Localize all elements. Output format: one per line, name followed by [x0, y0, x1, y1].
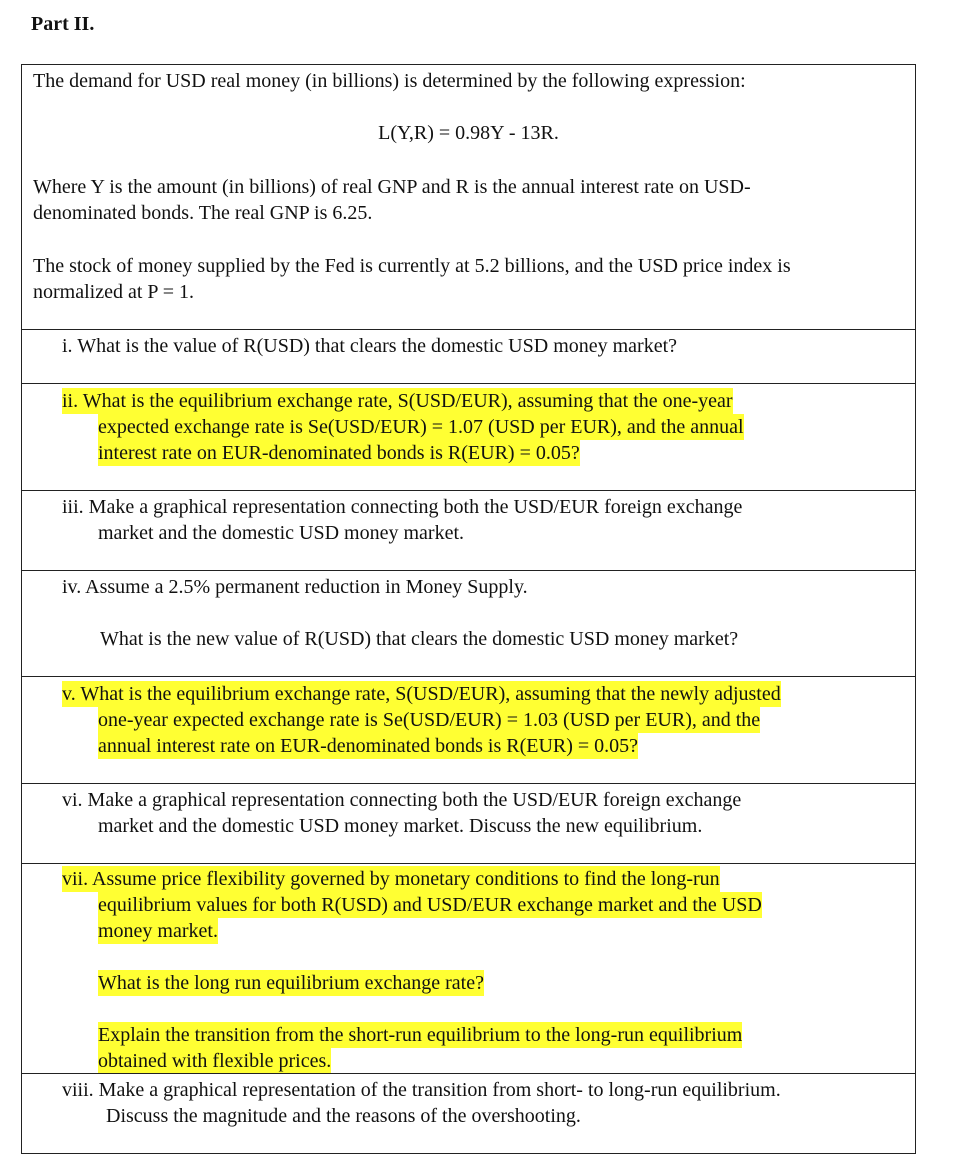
question-iv-line-2: What is the new value of R(USD) that clears the domestic USD money market?: [100, 628, 739, 650]
question-vii-line-3: money market.: [98, 920, 218, 942]
question-vii-line-5: Explain the transition from the short-run equilibrium to the long-run equilibrium: [98, 1024, 743, 1046]
intro-paragraph-3-line-2: normalized at P = 1.: [33, 281, 195, 303]
question-iii-line-1: iii. Make a graphical representation connecting both the USD/EUR foreign exchange: [62, 496, 743, 518]
question-vii-line-2: equilibrium values for both R(USD) and USD/EUR exchange market and the USD: [98, 894, 762, 916]
intro-paragraph-3-line-1: The stock of money supplied by the Fed is currently at 5.2 billions, and the USD price index is: [33, 255, 791, 277]
question-ii-line-2: expected exchange rate is Se(USD/EUR) = 1.07 (USD per EUR), and the annual: [98, 416, 744, 438]
question-iv-line-1: iv. Assume a 2.5% permanent reduction in Money Supply.: [62, 576, 528, 598]
question-v-line-2: one-year expected exchange rate is Se(USD/EUR) = 1.03 (USD per EUR), and the: [98, 709, 761, 731]
question-v-cell: [22, 676, 915, 783]
question-viii-cell: [22, 1073, 915, 1153]
question-vi-cell: [22, 783, 915, 863]
question-v-line-3: annual interest rate on EUR-denominated bonds is R(EUR) = 0.05?: [98, 735, 639, 757]
question-viii-line-1: viii. Make a graphical representation of the transition from short- to long-run equilibrium.: [62, 1079, 781, 1101]
question-iv-cell: [22, 570, 915, 676]
intro-paragraph-2-line-1: Where Y is the amount (in billions) of real GNP and R is the annual interest rate on USD-: [33, 176, 751, 198]
part-title: Part II.: [31, 13, 95, 35]
question-iii-line-2: market and the domestic USD money market.: [98, 522, 465, 544]
intro-paragraph-2-line-2: denominated bonds. The real GNP is 6.25.: [33, 202, 373, 224]
question-vii-line-1: vii. Assume price flexibility governed by monetary conditions to find the long-run: [62, 868, 720, 890]
question-vi-line-1: vi. Make a graphical representation connecting both the USD/EUR foreign exchange: [62, 789, 742, 811]
question-i-text: i. What is the value of R(USD) that clears the domestic USD money market?: [62, 335, 678, 357]
question-vi-line-2: market and the domestic USD money market. Discuss the new equilibrium.: [98, 815, 703, 837]
question-i-cell: [22, 329, 915, 383]
question-viii-line-2: Discuss the magnitude and the reasons of the overshooting.: [106, 1105, 581, 1127]
question-vii-line-4: What is the long run equilibrium exchange rate?: [98, 972, 484, 994]
question-ii-cell: [22, 383, 915, 490]
question-ii-line-1: ii. What is the equilibrium exchange rate, S(USD/EUR), assuming that the one-year: [62, 390, 733, 412]
question-iii-cell: [22, 490, 915, 570]
question-vii-cell: [22, 863, 915, 1073]
question-ii-line-3: interest rate on EUR-denominated bonds is R(EUR) = 0.05?: [98, 442, 580, 464]
question-table: [21, 64, 916, 1154]
question-v-line-1: v. What is the equilibrium exchange rate, S(USD/EUR), assuming that the newly adjusted: [62, 683, 781, 705]
money-demand-equation: L(Y,R) = 0.98Y - 13R.: [378, 122, 559, 144]
question-vii-line-6: obtained with flexible prices.: [98, 1050, 332, 1072]
intro-paragraph-1: The demand for USD real money (in billions) is determined by the following expression:: [33, 70, 746, 92]
